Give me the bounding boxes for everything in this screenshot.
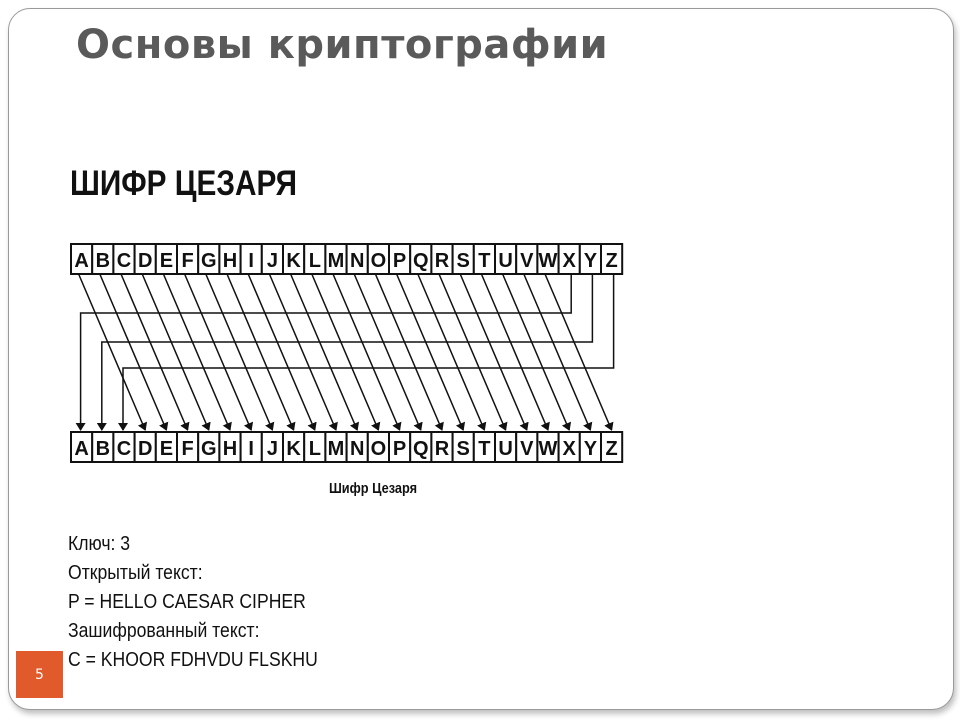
bottom-letter-w: W — [538, 438, 558, 460]
shift-arrow-w — [545, 274, 612, 430]
bottom-letter-u: U — [498, 438, 513, 460]
top-letter-e: E — [159, 250, 174, 272]
bottom-letter-y: Y — [583, 438, 598, 460]
shift-arrow-j — [269, 274, 336, 430]
top-letter-h: H — [222, 250, 238, 272]
cipher-info — [68, 530, 318, 675]
top-letter-a: A — [74, 250, 89, 272]
bottom-letter-g: G — [201, 438, 217, 460]
bottom-letter-a: A — [74, 438, 89, 460]
bottom-letter-l: L — [308, 438, 321, 460]
bottom-letter-o: O — [370, 438, 387, 460]
top-letter-i: I — [248, 250, 254, 272]
bottom-letter-e: E — [159, 438, 174, 460]
plaintext-label: Открытый текст: — [68, 562, 203, 584]
bottom-letter-p: P — [392, 438, 407, 460]
top-letter-g: G — [201, 250, 217, 272]
bottom-letter-h: H — [222, 438, 238, 460]
slide-title: Основы криптографии — [76, 22, 609, 68]
shift-arrow-b — [100, 274, 167, 430]
bottom-letter-c: C — [116, 438, 132, 460]
shift-arrow-d — [142, 274, 209, 430]
shift-arrow-e — [163, 274, 230, 430]
shift-arrow-f — [185, 274, 252, 430]
top-letter-y: Y — [583, 250, 598, 272]
bottom-letter-j: J — [266, 438, 278, 460]
top-letter-l: L — [308, 250, 321, 272]
top-letter-o: O — [370, 250, 387, 272]
top-letter-n: N — [349, 250, 365, 272]
bottom-letter-r: R — [434, 438, 450, 460]
bottom-letter-m: M — [327, 438, 345, 460]
shift-arrow-v — [524, 274, 591, 430]
key-line: Ключ: 3 — [68, 533, 131, 555]
bottom-letter-f: F — [181, 438, 194, 460]
top-letter-r: R — [434, 250, 450, 272]
top-letter-k: K — [286, 250, 301, 272]
shift-arrow-m — [333, 274, 400, 430]
bottom-letter-s: S — [456, 438, 470, 460]
shift-arrow-k — [291, 274, 358, 430]
top-letter-q: Q — [413, 250, 429, 272]
bottom-letter-t: T — [478, 438, 491, 460]
bottom-letter-v: V — [520, 438, 534, 460]
shift-arrow-n — [354, 274, 421, 430]
shift-arrow-l — [312, 274, 379, 430]
diagram-caption: Шифр Цезаря — [329, 480, 418, 497]
diagram-heading: ШИФР ЦЕЗАРЯ — [70, 164, 297, 203]
top-letter-w: W — [538, 250, 558, 272]
bottom-letter-n: N — [349, 438, 365, 460]
shift-arrow-a — [79, 274, 146, 430]
plaintext-value: P = HELLO CAESAR CIPHER — [68, 591, 306, 613]
alphabet-bottom-row — [71, 432, 622, 462]
top-letter-x: X — [562, 250, 576, 272]
ciphertext-label: Зашифрованный текст: — [68, 620, 260, 642]
bottom-letter-k: K — [286, 438, 301, 460]
top-letter-z: Z — [605, 250, 618, 272]
alphabet-top-row — [71, 244, 622, 274]
shift-arrow-s — [460, 274, 527, 430]
top-letter-s: S — [456, 250, 470, 272]
bottom-letter-q: Q — [413, 438, 429, 460]
shift-arrow-p — [397, 274, 464, 430]
shift-arrow-u — [503, 274, 570, 430]
top-letter-t: T — [478, 250, 491, 272]
top-letter-d: D — [137, 250, 153, 272]
page-number-badge: 5 — [16, 651, 63, 698]
top-letter-p: P — [392, 250, 407, 272]
top-letter-b: B — [95, 250, 111, 272]
shift-arrow-r — [439, 274, 506, 430]
shift-arrow-g — [206, 274, 273, 430]
top-letter-c: C — [116, 250, 132, 272]
bottom-letter-z: Z — [605, 438, 618, 460]
shift-arrow-t — [481, 274, 548, 430]
top-letter-j: J — [266, 250, 278, 272]
top-letter-u: U — [498, 250, 513, 272]
bottom-letter-d: D — [137, 438, 153, 460]
top-letter-v: V — [520, 250, 534, 272]
shift-arrow-c — [121, 274, 188, 430]
ciphertext-value: C = KHOOR FDHVDU FLSKHU — [68, 649, 318, 671]
bottom-letter-b: B — [95, 438, 111, 460]
shift-arrow-o — [375, 274, 442, 430]
shift-arrows — [79, 274, 614, 430]
top-letter-m: M — [327, 250, 345, 272]
shift-arrow-h — [227, 274, 294, 430]
shift-arrow-q — [418, 274, 485, 430]
bottom-letter-i: I — [248, 438, 254, 460]
top-letter-f: F — [181, 250, 194, 272]
bottom-letter-x: X — [562, 438, 576, 460]
shift-arrow-i — [248, 274, 315, 430]
